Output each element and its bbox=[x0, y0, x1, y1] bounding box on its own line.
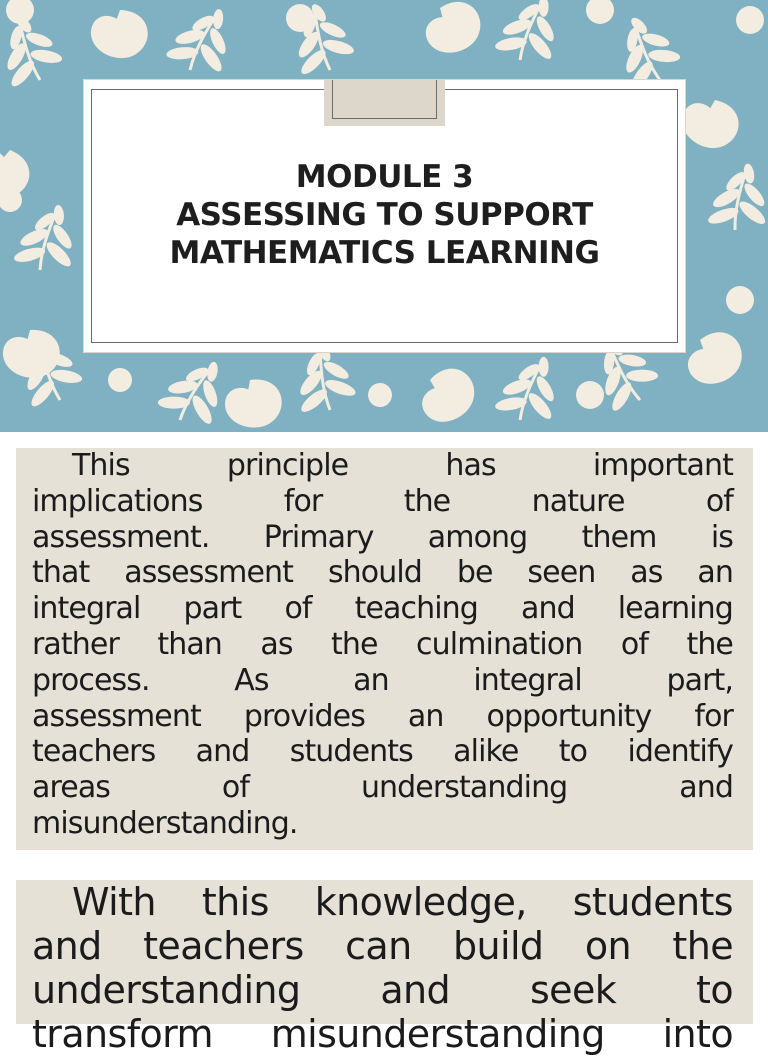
text-word: students bbox=[572, 880, 733, 924]
text-word: Primary bbox=[263, 519, 374, 555]
text-word: This bbox=[72, 448, 130, 483]
text-word: and bbox=[195, 734, 250, 770]
text-word: principle bbox=[226, 448, 349, 483]
text-word: as bbox=[630, 555, 663, 591]
text-word: important bbox=[592, 448, 733, 483]
text-word: an bbox=[353, 662, 389, 698]
text-word: part bbox=[183, 591, 242, 627]
text-line bbox=[32, 627, 733, 663]
text-word: process. bbox=[32, 662, 150, 698]
paragraph-box-2 bbox=[16, 880, 753, 1056]
text-line bbox=[32, 924, 733, 968]
text-line bbox=[32, 806, 733, 842]
title-card-tab-inner bbox=[332, 80, 437, 119]
text-line bbox=[32, 734, 733, 770]
text-word: teachers bbox=[143, 924, 304, 968]
text-word: assessment bbox=[32, 698, 201, 734]
text-line bbox=[32, 663, 733, 699]
text-word: them bbox=[581, 519, 657, 555]
text-word: for bbox=[283, 483, 323, 519]
text-word: provides bbox=[243, 698, 365, 734]
text-line bbox=[32, 770, 733, 806]
text-line bbox=[32, 1012, 733, 1056]
text-word: of bbox=[221, 770, 250, 806]
title-line-1: MODULE 3 bbox=[295, 159, 474, 195]
slide-title bbox=[84, 158, 685, 272]
text-word: seen bbox=[527, 555, 596, 591]
text-word: assessment. bbox=[32, 519, 210, 555]
text-word: the bbox=[403, 483, 451, 519]
text-word: seek bbox=[529, 968, 617, 1012]
text-word: to bbox=[696, 968, 733, 1012]
text-line bbox=[32, 555, 733, 591]
slide-header-pattern bbox=[0, 0, 768, 432]
text-line bbox=[32, 968, 733, 1012]
title-line-3: MATHEMATICS LEARNING bbox=[169, 235, 600, 271]
text-word: areas bbox=[32, 770, 111, 806]
text-word: teachers bbox=[32, 734, 156, 770]
text-word: should bbox=[327, 555, 422, 591]
title-line-2: ASSESSING TO SUPPORT bbox=[176, 197, 593, 233]
text-word: teaching bbox=[354, 591, 478, 627]
text-word: understanding bbox=[360, 770, 568, 806]
text-word: misunderstanding bbox=[270, 1012, 605, 1056]
text-word: and bbox=[679, 770, 733, 806]
text-word: this bbox=[201, 880, 269, 924]
text-word: integral bbox=[473, 662, 582, 698]
text-word: be bbox=[456, 555, 493, 591]
title-card bbox=[84, 80, 685, 352]
paragraph-box-1 bbox=[16, 448, 753, 850]
text-line bbox=[32, 880, 733, 924]
text-line bbox=[32, 591, 733, 627]
text-word: of bbox=[284, 591, 312, 627]
text-word: into bbox=[662, 1012, 733, 1056]
text-word: learning bbox=[617, 591, 733, 627]
text-word: opportunity bbox=[486, 698, 652, 734]
text-word: to bbox=[558, 734, 588, 770]
text-word: has bbox=[445, 448, 496, 483]
text-word: integral bbox=[32, 591, 141, 627]
text-word: build bbox=[452, 924, 544, 968]
text-word: an bbox=[697, 555, 733, 591]
text-word: of bbox=[705, 483, 733, 519]
text-word: an bbox=[407, 698, 444, 734]
text-word: implications bbox=[32, 483, 203, 519]
text-word: part, bbox=[666, 662, 733, 698]
text-word: knowledge, bbox=[314, 880, 527, 924]
text-line bbox=[32, 520, 733, 556]
text-word: and bbox=[32, 924, 102, 968]
text-word: identify bbox=[627, 734, 733, 770]
text-word: With bbox=[72, 880, 156, 924]
title-card-tab bbox=[324, 80, 445, 126]
text-word: for bbox=[694, 698, 733, 734]
text-word: and bbox=[520, 591, 575, 627]
text-word: the bbox=[331, 626, 378, 662]
text-word: that bbox=[32, 555, 90, 591]
text-line bbox=[32, 699, 733, 735]
text-word: of bbox=[620, 626, 648, 662]
text-word: understanding bbox=[32, 968, 301, 1012]
text-word: than bbox=[157, 626, 222, 662]
text-word: among bbox=[427, 519, 528, 555]
text-word: As bbox=[234, 662, 269, 698]
text-line bbox=[32, 484, 733, 520]
text-word: assessment bbox=[124, 555, 294, 591]
text-word: the bbox=[686, 626, 733, 662]
text-word: students bbox=[289, 734, 413, 770]
text-word: and bbox=[380, 968, 451, 1012]
text-word: rather bbox=[32, 626, 119, 662]
text-word: is bbox=[710, 519, 733, 555]
text-word: the bbox=[672, 924, 733, 968]
text-line bbox=[32, 448, 733, 484]
text-word: culmination bbox=[416, 626, 583, 662]
text-word: nature bbox=[531, 483, 625, 519]
text-word: misunderstanding. bbox=[32, 805, 298, 841]
text-word: on bbox=[584, 924, 631, 968]
text-word: alike bbox=[453, 734, 519, 770]
text-word: can bbox=[345, 924, 412, 968]
text-word: as bbox=[260, 626, 293, 662]
text-word: transform bbox=[32, 1012, 213, 1056]
